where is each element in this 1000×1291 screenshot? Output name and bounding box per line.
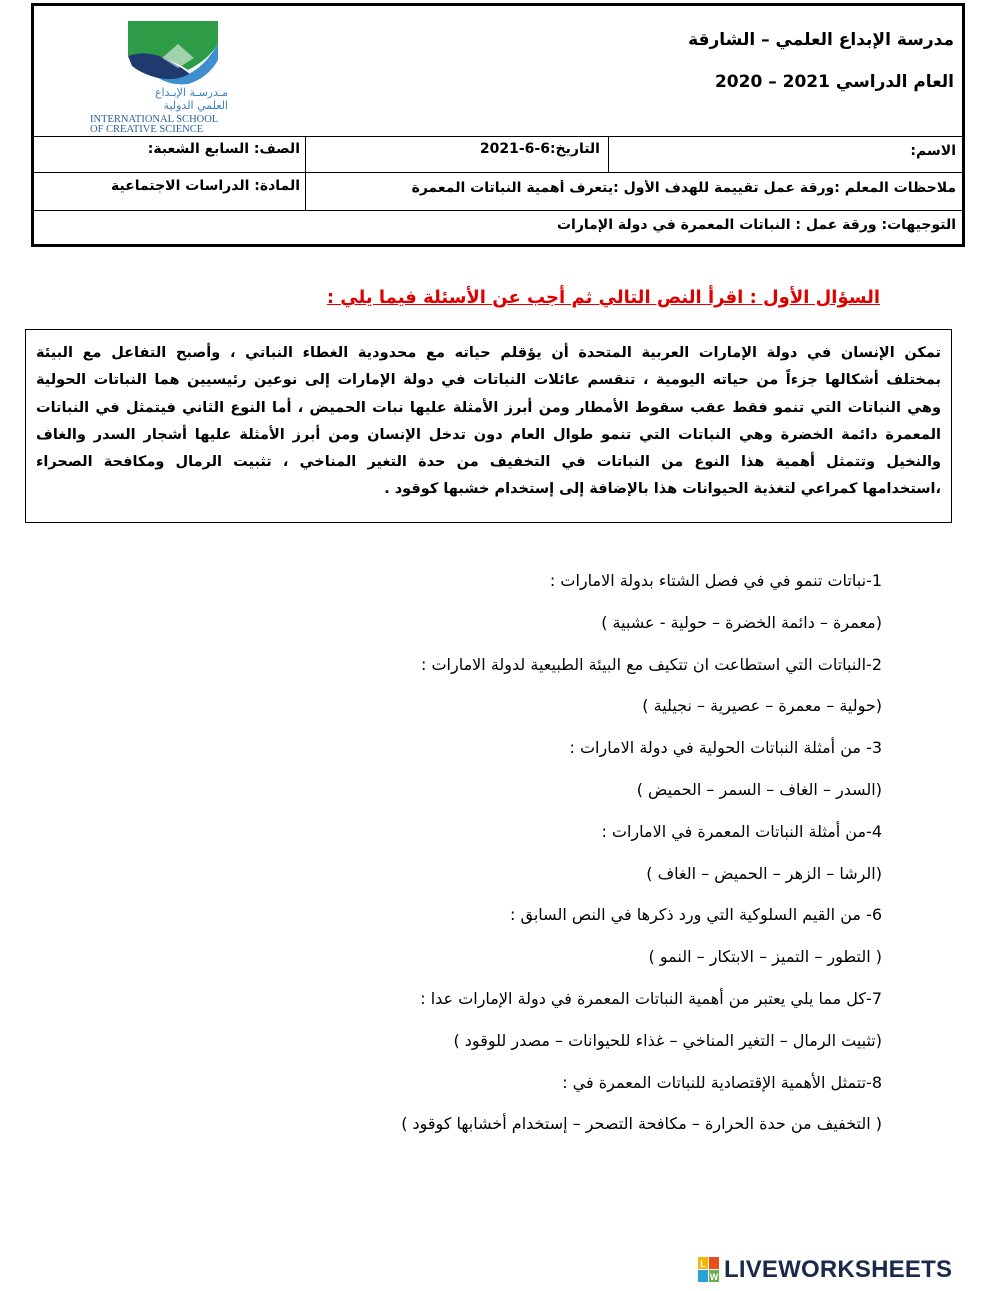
liveworksheets-brand[interactable] [698, 1255, 952, 1285]
name-field: الاسم: [910, 143, 956, 159]
question-6: 6- من القيم السلوكية التي ورد ذكرها في النص السابق : [510, 905, 882, 925]
class-field: الصف: السابع الشعبة: [147, 141, 300, 157]
teacher-notes: ملاحظات المعلم :ورقة عمل تقييمة للهدف الأول :يتعرف أهمية النباتات المعمرة [411, 180, 956, 196]
question-3-options: (السدر – الغاف – السمر – الحميض ) [636, 779, 882, 799]
divider-row2 [34, 172, 962, 173]
question-2-options: (حولية – معمرة – عصيرية – نجيلية ) [642, 696, 882, 716]
question-6-options: ( التطور – التميز – الابتكار – النمو ) [648, 947, 882, 967]
question-3: 3- من أمثلة النباتات الحولية في دولة الامارات : [569, 738, 882, 758]
divider-col-left [305, 136, 306, 210]
question-7-options: (تثبيت الرمال – التغير المناخي – غذاء للحيوانات – مصدر للوقود ) [453, 1030, 882, 1050]
question-title: السؤال الأول : اقرأ النص التالي ثم أجب عن الأسئلة فيما يلي : [326, 287, 880, 308]
logo-emblem-icon [128, 21, 218, 84]
question-2: 2-النباتات التي استطاعت ان تتكيف مع البيئة الطبيعية لدولة الامارات : [421, 654, 882, 674]
question-8-options: ( التخفيف من حدة الحرارة – مكافحة التصحر – إستخدام أخشابها كوقود ) [401, 1114, 882, 1134]
school-logo [58, 16, 288, 134]
directions: التوجيهات: ورقة عمل : النباتات المعمرة في دولة الإمارات [556, 217, 956, 233]
passage-line: والنخيل وتتمثل أهمية هذا النوع من النباتات في التخفيف من حدة التغير المناخي ، تثبيت الرمال ومكافحة الصحراء [36, 454, 941, 471]
question-1: 1-نباتات تنمو في في فصل الشتاء بدولة الامارات : [549, 571, 882, 590]
passage-line: المعمرة دائمة الخضرة وهي النباتات التي تنمو طوال العام دون تدخل الإنسان ومن أبرز الأمثلة عليها أشجار السدر والغاف [36, 426, 941, 443]
logo-arabic-line2: العلمي الدولية [163, 99, 228, 112]
divider-col-right [608, 136, 609, 172]
question-8: 8-تتمثل الأهمية الإقتصادية للنباتات المعمرة في : [562, 1072, 882, 1092]
divider-row1 [34, 136, 962, 137]
subject-field: المادة: الدراسات الاجتماعية [110, 178, 300, 194]
brand-text: LIVEWORKSHEETS [724, 1256, 953, 1283]
liveworksheets-logo-icon [698, 1257, 720, 1283]
passage-line: تمكن الإنسان في دولة الإمارات العربية المتحدة أن يؤقلم حياته مع محدودية الغطاء النباتي ، وأصبح التفاعل مع البيئة [36, 345, 941, 361]
passage-line: بمختلف أشكالها جزءاً من حياته اليومية ، تنقسم عائلات النباتات في دولة الإمارات إلى نوعين رئيسيين هما النباتات الحولية [36, 372, 941, 389]
passage-box [25, 329, 952, 523]
question-list [122, 560, 882, 1145]
school-name: مدرسة الإبداع العلمي – الشارقة [688, 30, 954, 50]
passage-line: وهي النباتات التي تنمو فقط عقب سقوط الأمطار ومن أبرز الأمثلة عليها نبات الحميض ، أما النوع الثاني فيتمثل في النباتات [36, 399, 941, 416]
question-4: 4-من أمثلة النباتات المعمرة في الامارات : [601, 821, 882, 841]
logo-letter-w: W [709, 1272, 719, 1282]
question-7: 7-كل مما يلي يعتبر من أهمية النباتات المعمرة في دولة الإمارات عدا : [420, 988, 882, 1008]
school-year: العام الدراسي 2021 – 2020 [714, 72, 954, 92]
passage-line: ،استخدامها كمراعي لتغذية الحيوانات هذا بالإضافة إلى إستخدام خشبها كوقود . [384, 481, 941, 498]
header-box [31, 3, 965, 247]
divider-row3 [34, 210, 962, 211]
logo-letter-l: L [700, 1259, 706, 1269]
logo-arabic-line1: مـدرسـة الإبـداع [154, 86, 228, 99]
question-4-options: (الرشا – الزهر – الحميض – الغاف ) [646, 863, 882, 883]
date-field: التاريخ:6-6-2021 [479, 141, 600, 157]
logo-english-line1: INTERNATIONAL SCHOOL [90, 114, 219, 125]
logo-english-line2: OF CREATIVE SCIENCE [90, 124, 204, 134]
question-1-options: (معمرة – دائمة الخضرة – حولية - عشبية ) [601, 612, 882, 632]
